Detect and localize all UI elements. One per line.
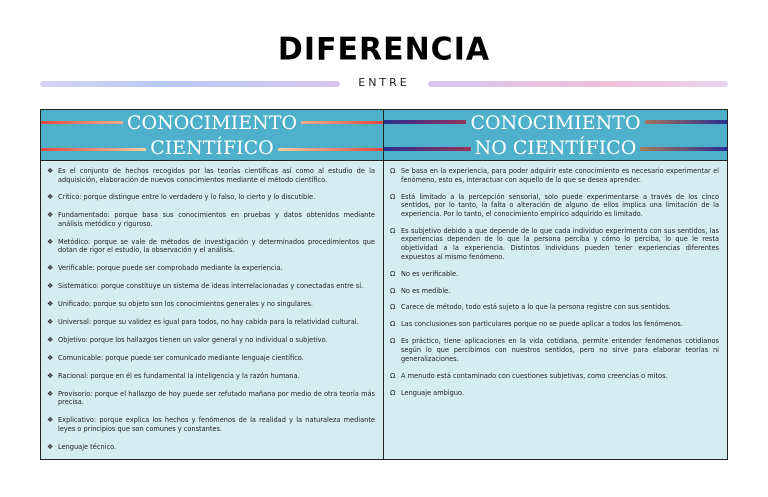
list-item: ❖ Objetivo: porque los hallazgos tienen un valor general y no individual o subjetivo. [47, 335, 328, 344]
diamond-bullet-icon: ❖ [47, 371, 54, 380]
column-scientific [41, 110, 384, 459]
page-title: DIFERENCIA [277, 31, 491, 68]
diamond-bullet-icon: ❖ [47, 264, 54, 273]
list-item: Ω A menudo está contaminado con cuestiones subjetivas, como creencias o mitos. [390, 371, 668, 380]
list-item: Ω No es medible. [390, 286, 451, 295]
list-item: ❖ Explicativo: porque explica los hechos y fenómenos de la realidad y la naturaleza mediante leyes o principios que son comunes y constantes. [47, 416, 375, 433]
diamond-bullet-icon: ❖ [47, 442, 54, 451]
list-item: ❖ Lenguaje técnico. [47, 442, 117, 451]
list-item: ❖ Unificado: porque su objeto son los conocimientos generales y no singulares. [47, 300, 313, 309]
list-item: ❖ Verificable: porque puede ser comprobado mediante la experiencia. [47, 264, 283, 273]
omega-bullet-icon: Ω [390, 320, 396, 329]
list-item: Ω No es verificable. [390, 269, 459, 278]
omega-bullet-icon: Ω [390, 269, 396, 278]
column-header-scientific [41, 110, 383, 161]
list-item: Ω Lenguaje ambiguo. [390, 388, 465, 397]
diamond-bullet-icon: ❖ [47, 318, 54, 327]
list-item: Ω Carece de método, todo está sujeto a lo que la persona registre con sus sentidos. [390, 303, 671, 312]
column-title-line1: CONOCIMIENTO [123, 112, 301, 134]
list-item: ❖ Universal: porque su validez es igual para todos, no hay cabida para la relatividad cultural. [47, 318, 359, 327]
list-item: ❖ Crítico: porque distingue entre lo verdadero y lo falso, lo cierto y lo discutible. [47, 193, 316, 202]
omega-bullet-icon: Ω [390, 167, 396, 175]
column-title-line2: CIENTÍFICO [146, 137, 278, 159]
diamond-bullet-icon: ❖ [47, 335, 54, 344]
list-item: ❖ Metódico: porque se vale de métodos de investigación y determinados procedimientos que dotan de rigor el estudio, la observación y el análisis. [47, 237, 375, 255]
list-item: ❖ Sistemático: porque constituye un sistema de ideas interrelacionadas y conectadas entre sí. [47, 282, 364, 291]
list-item: Ω Es subjetivo debido a que depende de lo que cada individuo experimenta con sus sentidos, las experiencias dependen de lo que la persona perciba y cómo lo perciba, lo que le resta objetividad a la experiencia. Distintos individuos pueden tener experiencias diferentes expuestos al mismo fenómeno. [390, 226, 719, 261]
column-non-scientific [384, 110, 727, 459]
list-item: ❖ Es el conjunto de hechos recogidos por las teorías científicas así como al estudio de la adquisición, elaboración de nuevos conocimientos mediante el método científico. [47, 167, 375, 184]
column-header-non-scientific [384, 110, 727, 161]
comparison-table [40, 109, 728, 460]
diamond-bullet-icon: ❖ [47, 282, 54, 291]
list-item: Ω Se basa en la experiencia, para poder adquirir este conocimiento es necesario experimentar el fenómeno, esto es, interactuar con aquello de lo que se desea aprender. [390, 167, 719, 184]
subtitle-band [40, 76, 728, 92]
list-item: ❖ Provisorio: porque el hallazgo de hoy puede ser refutado mañana por medio de otra teoría más precisa. [47, 389, 375, 407]
diamond-bullet-icon: ❖ [47, 211, 54, 220]
omega-bullet-icon: Ω [390, 371, 396, 380]
omega-bullet-icon: Ω [390, 192, 396, 201]
omega-bullet-icon: Ω [390, 388, 396, 397]
diamond-bullet-icon: ❖ [47, 237, 54, 246]
list-item: Ω Está limitado a la percepción sensorial, solo puede experimentarse a través de los cinco sentidos, por lo tanto, la falta o alteración de alguno de ellos implica una limitación de la experiencia. Por lo tanto, el conocimiento empírico adquirido es limitado. [390, 192, 719, 218]
list-item: Ω Las conclusiones son particulares porque no se puede aplicar a todos los fenómenos. [390, 320, 683, 329]
column-title-line1: CONOCIMIENTO [466, 112, 644, 134]
diamond-bullet-icon: ❖ [47, 416, 54, 425]
diamond-bullet-icon: ❖ [47, 389, 54, 398]
list-item: ❖ Comunicable: porque puede ser comunicado mediante lenguaje científico. [47, 353, 304, 362]
column-title-line2: NO CIENTÍFICO [471, 137, 641, 159]
subtitle: ENTRE [358, 76, 410, 89]
list-item: Ω Es práctico, tiene aplicaciones en la vida cotidiana, permite entender fenómenos cotidianos según lo que percibimos con nuestros sentidos, pero no sirve para elaborar teorías ni generalizaciones. [390, 337, 719, 363]
diamond-bullet-icon: ❖ [47, 300, 54, 309]
list-item: ❖ Racional: porque en él es fundamental la inteligencia y la razón humana. [47, 371, 300, 380]
diamond-bullet-icon: ❖ [47, 353, 54, 362]
omega-bullet-icon: Ω [390, 226, 396, 235]
omega-bullet-icon: Ω [390, 286, 396, 295]
diamond-bullet-icon: ❖ [47, 167, 54, 175]
omega-bullet-icon: Ω [390, 303, 396, 312]
list-item: ❖ Fundamentado: porque basa sus conocimientos en pruebas y datos obtenidos mediante análisis metódico y riguroso. [47, 211, 375, 228]
diamond-bullet-icon: ❖ [47, 193, 54, 202]
omega-bullet-icon: Ω [390, 337, 396, 346]
scientific-list [41, 161, 383, 451]
non-scientific-list [384, 161, 727, 397]
